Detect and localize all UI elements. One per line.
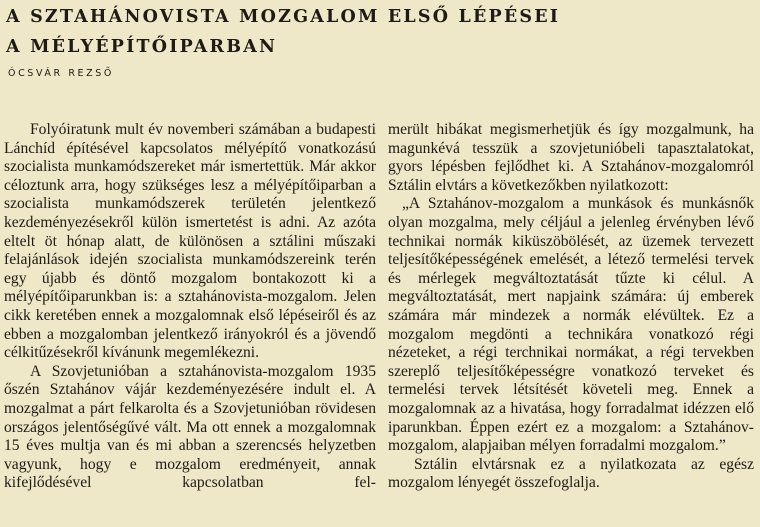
title-line-2: A MÉLYÉPÍTŐIPARBAN: [6, 37, 278, 57]
paragraph-closing: Sztálin elvtársnak ez a nyilatkozata az egész mozgalom lényegét összefoglalja.: [388, 455, 754, 492]
stalin-quote: „A Sztahánov-mozgalom a munkások és munkásnők olyan mozgalma, mely céljául a jelenleg érvényben lévő technikai normák kiküszöbölését, az üzemek tervezett teljesítőképességének emelését, a létező termelési tervek és mérlegek megváltoztatását tűzte ki célul. A megváltoztatását, mert napjaink számára: új emberek számára már mindezek a normák elévültek. Ez a mozgalom megdönti a technikára vonatkozó régi nézeteket, a régi terchnikai normákat, a régi tervekben szereplő teljesítőképességre vonatkozó terveket és termelési tervek létsítését követeli meg. Ennek a mozgalomnak az a hivatása, hogy forradalmat idézzen elő iparunkban. Éppen ezért ez a mozgalom: a Sztahánov-mozgalom, alapjaiban mélyen forradalmi mozgalom.”: [388, 195, 754, 455]
author-byline: ÓCSVÁR REZSŐ: [8, 68, 114, 79]
article-title: [6, 2, 758, 62]
paragraph-history: A Szovjetunióban a sztahánovista-mozgalom 1935 őszén Sztahánov vájár kezdeményezésére indult el. A mozgalmat a párt felkarolta és a Szovjetunióban rövidesen országos jelentőségűvé vált. Ma ott ennek a mozgalomnak 15 éves multja van és mi abban a szerencsés helyzetben vagyunk, hogy e mozgalom eredményeit, annak kifejlődésével kapcsolatban fel-: [4, 362, 376, 492]
right-column: [388, 121, 754, 493]
title-line-1: A SZTAHÁNOVISTA MOZGALOM ELSŐ LÉPÉSEI: [6, 7, 561, 27]
left-column: [4, 121, 376, 493]
paragraph-intro: Folyóiratunk mult év novemberi számában a budapesti Lánchíd építésével kapcsolatos mélyépítő vonatkozású szocialista munkamódszereket már ismertettük. Már akkor céloztunk arra, hogy szükséges lesz a mélyépítőiparban a szocialista munkamódszerek területén jelentkező kezdeményezésekről külön ismertetést is adni. Az azóta eltelt öt hónap alatt, de különösen a sztálini műszaki felajánlások idején szocialista munkamódszereink terén egy újabb és döntő mozgalom bontakozott ki a mélyépítőiparunkban is: a sztahánovista-mozgalom. Jelen cikk keretében ennek a mozgalomnak első lépéseiről és az ebben a mozgalomban jelentkező irányokról és a jövendő célkitűzésekről kívánunk megemlékezni.: [4, 121, 376, 362]
paragraph-continuation: merült hibákat megismerhetjük és így mozgalmunk, ha magunkévá tesszük a szovjetunióbeli tapasztalatokat, gyors lépésben fejlődhet ki. A Sztahánov-mozgalomról Sztálin elvtárs a következőkben nyilatkozott:: [388, 121, 754, 194]
